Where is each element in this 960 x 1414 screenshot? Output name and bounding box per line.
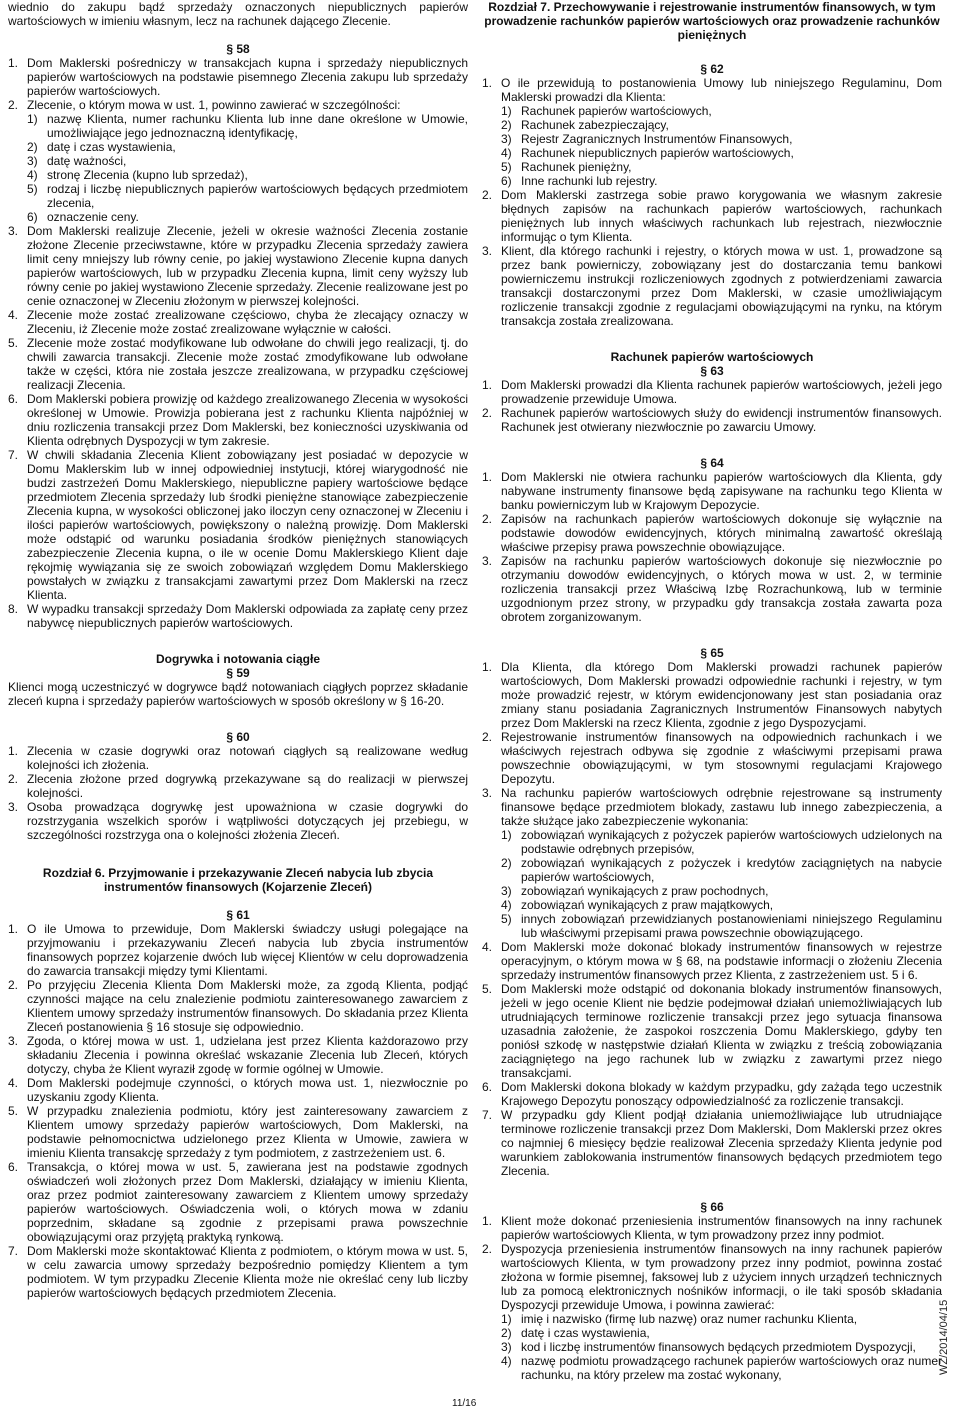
list-item (482, 1242, 942, 1312)
section-65-subitems (482, 828, 942, 940)
item-text: Rachunek zabezpieczający, (521, 118, 669, 132)
item-number: 2) (501, 856, 512, 870)
item-text: Rachunek papierów wartościowych służy do ewidencji instrumentów finansowych. Rachunek jest otwierany niezwłocznie po zawarciu Umowy. (501, 406, 942, 434)
sub-list-item (482, 1312, 942, 1326)
item-text: Dom Maklerski pobiera prowizję od każdego zrealizowanego Zlecenia w wysokości określonej w Umowie. Prowizja pobierana jest z rachunku Klienta najpóźniej w dniu rozliczenia transakcji przez Dom Maklerski, bez konieczności uzyskiwania od Klienta odrębnych Dyspozycji w tym zakresie. (27, 392, 468, 448)
section-64-title: § 64 (700, 456, 724, 470)
sub-list-item (482, 118, 942, 132)
item-number: 7. (8, 448, 19, 462)
section-65-title: § 65 (700, 646, 724, 660)
list-item (482, 512, 942, 554)
sub-list-item (482, 104, 942, 118)
list-item (8, 224, 468, 308)
section-63-title: § 63 (700, 364, 724, 378)
section-62-items-continued (482, 188, 942, 328)
item-text: zobowiązań wynikających z praw majątkowych, (521, 898, 774, 912)
item-number: 5. (8, 336, 19, 350)
item-number: 2. (482, 188, 493, 202)
list-item (8, 392, 468, 448)
item-number: 8. (8, 602, 19, 616)
item-text: Rachunek pieniężny, (521, 160, 632, 174)
list-item (482, 378, 942, 406)
section-61-items (8, 922, 468, 1300)
item-number: 2. (8, 98, 19, 112)
sub-list-item (482, 1340, 942, 1354)
list-item (482, 786, 942, 828)
sub-list-item (482, 1326, 942, 1340)
section-59-text: Klienci mogą uczestniczyć w dogrywce bądź notowaniach ciągłych poprzez składanie zleceń kupna i sprzedaży papierów wartościowych w sposób określony w § 16-20. (8, 680, 468, 708)
item-number: 2) (501, 1326, 512, 1340)
sub-list-item (482, 856, 942, 884)
section-65-items-continued (482, 940, 942, 1178)
item-text: Rachunek papierów wartościowych, (521, 104, 712, 118)
sub-list-item (482, 912, 942, 940)
item-number: 2. (482, 730, 493, 744)
item-text: Inne rachunki lub rejestry. (521, 174, 658, 188)
section-66-items (482, 1214, 942, 1312)
item-number: 1. (8, 56, 19, 70)
item-number: 2. (8, 978, 19, 992)
item-number: 3. (482, 786, 493, 800)
section-66-title: § 66 (700, 1200, 724, 1214)
sub-list-item (482, 898, 942, 912)
item-text: Na rachunku papierów wartościowych odrębnie rejestrowane są instrumenty finansowe będące przedmiotem blokady, zastawu lub innego zabezpieczenia, a także służące jako zabezpieczenie wykonania: (501, 786, 942, 828)
item-number: 3) (501, 884, 512, 898)
list-item (8, 1034, 468, 1076)
item-number: 5. (482, 982, 493, 996)
sub-list-item (8, 210, 468, 224)
list-item (8, 56, 468, 98)
section-65-items (482, 660, 942, 828)
item-text: O ile przewidują to postanowienia Umowy lub niniejszego Regulaminu, Dom Maklerski prowadzi dla Klienta: (501, 76, 942, 104)
section-62-item-1 (482, 76, 942, 104)
item-text: Zlecenie może zostać zrealizowane częściowo, chyba że zlecający oznaczy w Zleceniu, iż Zlecenie może zostać zrealizowane wyłącznie w całości. (27, 308, 468, 336)
item-number: 5) (501, 912, 512, 926)
item-text: datę i czas wystawienia, (521, 1326, 650, 1340)
page-number: 11/16 (452, 1398, 477, 1409)
list-item (482, 1080, 942, 1108)
list-item (8, 98, 468, 112)
list-item (482, 1108, 942, 1178)
item-text: Zapisów na rachunkach papierów wartościowych dokonuje się wyłącznie na podstawie dowodów ewidencyjnych, których minimalną zawartość określają właściwe przepisy prawa powszechnie obowiązujące. (501, 512, 942, 554)
list-item (8, 336, 468, 392)
chapter-6-heading: Rozdział 6. Przyjmowanie i przekazywanie Zleceń nabycia lub zbycia instrumentów finansowych (Kojarzenie Zleceń) (42, 866, 434, 894)
section-62-title: § 62 (700, 62, 724, 76)
item-text: Po przyjęciu Zlecenia Klienta Dom Maklerski może, za zgodą Klienta, podjąć czynności mające na celu znalezienie podmiotu zainteresowanego zawarciem z Klientem umowy sprzedaży instrumentów finansowych. Do składania przez Klienta Zleceń postanowienia § 16 stosuje się odpowiednio. (27, 978, 468, 1034)
item-number: 5) (27, 182, 38, 196)
item-number: 1. (482, 470, 493, 484)
item-text: stronę Zlecenia (kupno lub sprzedaż), (47, 168, 248, 182)
list-item (8, 1076, 468, 1104)
item-text: datę i czas wystawienia, (47, 140, 176, 154)
item-text: Zlecenia w czasie dogrywki oraz notowań ciągłych są realizowane według kolejności ich złożenia. (27, 744, 468, 772)
item-text: Zlecenia złożone przed dogrywką przekazywane są do realizacji w pierwszej kolejności. (27, 772, 468, 800)
item-text: Dom Maklerski dokona blokady w każdym przypadku, gdy zażąda tego uczestnik Krajowego Depozytu ponoszący odpowiedzialność za rozliczenie transakcji. (501, 1080, 942, 1108)
section-62-subitems (482, 104, 942, 188)
item-number: 2) (501, 118, 512, 132)
item-text: nazwę podmiotu prowadzącego rachunek papierów wartościowych oraz numer rachunku, na który przelew ma zostać wykonany, (521, 1354, 942, 1382)
item-text: Dom Maklerski pośredniczy w transakcjach kupna i sprzedaży niepublicznych papierów wartościowych na podstawie pisemnego Zlecenia zakupu lub sprzedaży papierów wartościowych. (27, 56, 468, 98)
list-item (482, 554, 942, 624)
item-number: 1. (8, 744, 19, 758)
item-text: W chwili składania Zlecenia Klient zobowiązany jest posiadać w depozycie w Domu Maklerskim lub w innej odpowiedniej instytucji, której wiarygodność nie budzi zastrzeżeń Domu Maklerskiego, niepubliczne papiery wartościowe będące przedmiotem Zlecenia sprzedaży lub środki pieniężne stanowiące zabezpieczenie Zlecenia kupna, w wysokości obliczonej jako iloczyn ceny oznaczonej w Zleceniu i ilości papierów wartościowych, powiększony o należną prowizję. Dom Maklerski może odstąpić od warunku posiadania środków pieniężnych stanowiących zabezpieczenie Zlecenia kupna, o ile w ocenie Domu Maklerskiego Klient daje rękojmię wywiązania się ze swoich zobowiązań względem Domu Maklerskiego powstałych w związku z transakcjami zawartymi przez Dom Maklerski na rzecz Klienta. (27, 448, 468, 602)
item-number: 3. (8, 224, 19, 238)
list-item (482, 244, 942, 328)
item-text: Dla Klienta, dla którego Dom Maklerski prowadzi rachunek papierów wartościowych, Dom Maklerski prowadzi odpowiednie rachunki i rejestry, w tym może prowadzić rejestr, w którym ewidencjonowany jest stan posiadania oraz zmiany stanu posiadania Zagranicznych Instrumentów Finansowych nabytych przez Dom Maklerski na rzecz Klienta, zgodnie z jego Dyspozycjami. (501, 660, 942, 730)
item-number: 6. (8, 1160, 19, 1174)
item-text: Zlecenie może zostać modyfikowane lub odwołane do chwili jego realizacji, tj. do chwili zawarcia transakcji. Zlecenie może zostać zmodyfikowane lub odwołane także w części, która nie została jeszcze zrealizowana, w przypadku częściowej realizacji Zlecenia. (27, 336, 468, 392)
sub-list-item (8, 154, 468, 168)
item-number: 5) (501, 160, 512, 174)
sub-list-item (482, 146, 942, 160)
item-text: Osoba prowadząca dogrywkę jest upoważniona w czasie dogrywki do rozstrzygania wszelkich sporów i wątpliwości dotyczących jej przebiegu, w szczególności rozstrzyga ona o kolejności złożenia Zleceń. (27, 800, 468, 842)
item-number: 1. (482, 1214, 493, 1228)
list-item (482, 982, 942, 1080)
list-item (482, 1214, 942, 1242)
document-code: WZ/2014/04/15 (938, 1299, 950, 1375)
item-text: Rejestrowanie instrumentów finansowych na odpowiednich rachunkach i we właściwych rejestrach odbywa się zgodnie z właściwymi przepisami prawa powszechnie obowiązującymi, w tym stosownymi regulacjami Krajowego Depozytu. (501, 730, 942, 786)
item-text: Transakcja, o której mowa w ust. 5, zawierana jest na podstawie zgodnych oświadczeń woli złożonych przez Dom Maklerski, działający w imieniu Klienta, oraz przez podmiot zainteresowany zawarciem z Klientem umowy sprzedaży papierów wartościowych. Oświadczenia woli, o których mowa w zdaniu poprzednim, składane są zgodnie z przepisami prawa powszechnie obowiązującymi oraz przyjętą praktyką rynkową. (27, 1160, 468, 1244)
item-number: 3. (8, 1034, 19, 1048)
item-text: Zgoda, o której mowa w ust. 1, udzielana jest przez Klienta każdorazowo przy składaniu Zlecenia i powinna określać wskazanie Zlecenia lub Zleceń, których dotyczy, chyba że Klient wyraził zgodę w formie ogólnej w Umowie. (27, 1034, 468, 1076)
right-column (482, 0, 942, 1382)
section-66-subitems (482, 1312, 942, 1382)
section-58-subitems (8, 112, 468, 224)
item-text: Zapisów na rachunku papierów wartościowych dokonuje się niezwłocznie po otrzymaniu dowodów ewidencyjnych, o których mowa w ust. 2, w terminie rozliczenia transakcji przez Właściwą Izbę Rozrachunkową, lub w terminie uzgodnionym przez strony, w przypadku gdy transakcja została zawarta poza obrotem zorganizowanym. (501, 554, 942, 624)
section-58-items (8, 56, 468, 112)
item-number: 1) (501, 828, 512, 842)
item-number: 7. (8, 1244, 19, 1258)
section-60-items (8, 744, 468, 842)
item-text: Dom Maklerski realizuje Zlecenie, jeżeli w okresie ważności Zlecenia zostanie złożone Zlecenie przeciwstawne, które w przypadku Zlecenia sprzedaży zawiera limit ceny mniejszy lub równy cenie, po jakiej wystawiono Zlecenie kupna danych papierów wartościowych, lub w przypadku Zlecenia kupna, limit ceny wyższy lub równy cenie po jakiej wystawiono Zlecenie sprzedaży. Zlecenie realizowane jest po cenie oznaczonej w Zleceniu złożonym w pierwszej kolejności. (27, 224, 468, 308)
sub-list-item (482, 160, 942, 174)
item-number: 2. (482, 406, 493, 420)
list-item (8, 1244, 468, 1300)
section-60-title: § 60 (226, 730, 250, 744)
sub-list-item (482, 828, 942, 856)
item-text: zobowiązań wynikających z pożyczek papierów wartościowych udzielonych na podstawie odrębnych przepisów, (521, 828, 942, 856)
list-item (482, 188, 942, 244)
item-text: zobowiązań wynikających z pożyczek i kredytów zaciągniętych na nabycie papierów wartościowych, (521, 856, 942, 884)
list-item (8, 772, 468, 800)
item-number: 2. (482, 512, 493, 526)
sub-list-item (482, 1354, 942, 1382)
list-item (8, 602, 468, 630)
item-text: O ile Umowa to przewiduje, Dom Maklerski świadczy usługi polegające na przyjmowaniu i przekazywaniu Zleceń nabycia lub zbycia instrumentów finansowych poprzez kojarzenie dwóch lub więcej Klientów w celu doprowadzenia do zawarcia transakcji między tymi Klientami. (27, 922, 468, 978)
item-text: Dyspozycja przeniesienia instrumentów finansowych na inny rachunek papierów wartościowych Klienta, w tym prowadzony przez inny podmiot, powinna zostać złożona w formie pisemnej, faksowej lub z użyciem innych urządzeń technicznych lub za pomocą elektronicznych nośników informacji, o ile taki sposób składania Dyspozycji przewiduje Umowa, i powinna zawierać: (501, 1242, 942, 1312)
left-column (8, 0, 468, 1300)
item-text: W przypadku gdy Klient podjął działania uniemożliwiające lub utrudniające terminowe rozliczenie transakcji przez Dom Maklerski, Dom Maklerski przez okres co najmniej 6 miesięcy będzie realizował Zlecenia sprzedaży Klienta jedynie pod warunkiem zablokowania instrumentów finansowych będących przedmiotem tego Zlecenia. (501, 1108, 942, 1178)
item-text: zobowiązań wynikających z praw pochodnych, (521, 884, 769, 898)
list-item (8, 744, 468, 772)
sub-list-item (482, 174, 942, 188)
item-text: Klient może dokonać przeniesienia instrumentów finansowych na inny rachunek papierów wartościowych Klienta, w tym prowadzony przez inny podmiot. (501, 1214, 942, 1242)
item-number: 3. (482, 554, 493, 568)
item-number: 1) (27, 112, 38, 126)
section-63-items (482, 378, 942, 434)
item-number: 3) (27, 154, 38, 168)
item-number: 5. (8, 1104, 19, 1118)
item-number: 6. (8, 392, 19, 406)
item-number: 2. (482, 1242, 493, 1256)
chapter-7-heading: Rozdział 7. Przechowywanie i rejestrowanie instrumentów finansowych, w tym prowadzenie rachunków papierów wartościowych oraz prowadzenie rachunków pieniężnych (484, 0, 940, 42)
item-number: 6) (501, 174, 512, 188)
sub-list-item (8, 182, 468, 210)
sub-list-item (8, 112, 468, 140)
item-text: Klient, dla którego rachunki i rejestry, o których mowa w ust. 1, prowadzone są przez bank powierniczy, zobowiązany jest do dostarczania temu bankowi powierniczemu instrukcji rozliczeniowych zgodnych z potwierdzeniami zawarcia transakcji dostarczonymi przez Dom Maklerski, w czasie umożliwiającym rozliczenie transakcji zgodnie z regulacjami obowiązującymi na rynku, na którym transakcja została zrealizowana. (501, 244, 942, 328)
item-text: Dom Maklerski prowadzi dla Klienta rachunek papierów wartościowych, jeżeli jego prowadzenie przewiduje Umowa. (501, 378, 942, 406)
item-text: Dom Maklerski podejmuje czynności, o których mowa ust. 1, niezwłocznie po uzyskaniu zgody Klienta. (27, 1076, 468, 1104)
item-number: 3) (501, 1340, 512, 1354)
section-64-items (482, 470, 942, 624)
sub-list-item (482, 132, 942, 146)
list-item (8, 1104, 468, 1160)
item-number: 4. (8, 308, 19, 322)
item-text: Dom Maklerski może skontaktować Klienta z podmiotem, o którym mowa w ust. 5, w celu zawarcia umowy sprzedaży bezpośrednio pomiędzy Klientem a tym podmiotem. W tym przypadku Zlecenie Klienta może nie określać ceny lub liczby papierów wartościowych będących przedmiotem Zlecenia. (27, 1244, 468, 1300)
item-number: 4) (501, 1354, 512, 1368)
item-text: Rachunek niepublicznych papierów wartościowych, (521, 146, 794, 160)
item-text: W przypadku znalezienia podmiotu, który jest zainteresowany zawarciem z Klientem umowy sprzedaży papierów wartościowych, Dom Maklerski, na podstawie pełnomocnictwa udzielonego przez Klienta w Umowie, zawiera w imieniu Klienta transakcję sprzedaży z tym podmiotem, z zastrzeżeniem ust. 6. (27, 1104, 468, 1160)
item-number: 2) (27, 140, 38, 154)
item-number: 4. (8, 1076, 19, 1090)
list-item (8, 448, 468, 602)
item-number: 2. (8, 772, 19, 786)
item-number: 1) (501, 1312, 512, 1326)
item-number: 7. (482, 1108, 493, 1122)
item-text: oznaczenie ceny. (47, 210, 139, 224)
list-item (8, 978, 468, 1034)
list-item (482, 940, 942, 982)
item-text: Zlecenie, o którym mowa w ust. 1, powinno zawierać w szczególności: (27, 98, 401, 112)
rachunek-heading: Rachunek papierów wartościowych (610, 350, 814, 364)
item-text: innych zobowiązań przewidzianych postanowieniami niniejszego Regulaminu lub właściwymi przepisami prawa powszechnie obowiązującego. (521, 912, 942, 940)
item-number: 4) (501, 146, 512, 160)
section-59-title: § 59 (226, 666, 250, 680)
list-item (8, 1160, 468, 1244)
list-item (8, 308, 468, 336)
item-text: Dom Maklerski zastrzega sobie prawo korygowania we własnym zakresie błędnych zapisów na rachunkach papierów wartościowych, rachunkach pieniężnych lub innych właściwych rachunkach lub rejestrach, niezwłocznie informując o tym Klienta. (501, 188, 942, 244)
item-number: 4) (501, 898, 512, 912)
item-number: 1) (501, 104, 512, 118)
list-item (482, 406, 942, 434)
item-text: kod i liczbę instrumentów finansowych będących przedmiotem Dyspozycji, (521, 1340, 916, 1354)
item-text: Dom Maklerski nie otwiera rachunku papierów wartościowych dla Klienta, gdy nabywane instrumenty finansowe będą zapisywane na rachunku tego Klienta w banku powierniczym lub w Krajowym Depozycie. (501, 470, 942, 512)
item-text: Rejestr Zagranicznych Instrumentów Finansowych, (521, 132, 793, 146)
item-text: datę ważności, (47, 154, 127, 168)
item-text: imię i nazwisko (firmę lub nazwę) oraz numer rachunku Klienta, (521, 1312, 858, 1326)
item-number: 1. (482, 660, 493, 674)
list-item (482, 730, 942, 786)
item-number: 4) (27, 168, 38, 182)
item-number: 1. (8, 922, 19, 936)
section-58-items-continued (8, 224, 468, 630)
sub-list-item (482, 884, 942, 898)
item-text: W wypadku transakcji sprzedaży Dom Maklerski odpowiada za zapłatę ceny przez nabywcę niepublicznych papierów wartościowych. (27, 602, 468, 630)
list-item (482, 660, 942, 730)
sub-list-item (8, 140, 468, 154)
item-number: 3. (8, 800, 19, 814)
sub-list-item (8, 168, 468, 182)
section-61-title: § 61 (226, 908, 250, 922)
list-item (8, 922, 468, 978)
item-text: Dom Maklerski może dokonać blokady instrumentów finansowych w rejestrze operacyjnym, o którym mowa w § 68, na podstawie informacji o złożeniu Zlecenia sprzedaży instrumentów finansowych przez Klienta, z zastrzeżeniem ust. 5 i 6. (501, 940, 942, 982)
item-number: 3) (501, 132, 512, 146)
item-number: 3. (482, 244, 493, 258)
item-number: 1. (482, 378, 493, 392)
item-number: 4. (482, 940, 493, 954)
list-item (482, 470, 942, 512)
item-number: 1. (482, 76, 493, 90)
item-text: Dom Maklerski może odstąpić od dokonania blokady instrumentów finansowych, jeżeli w jego ocenie Klient nie będzie podejmował działań uniemożliwiających lub utrudniających terminowe rozliczenie transakcji przez jego sytuacja finansowa uzasadnia założenie, że zaspokoi roszczenia Domu Maklerskiego, gdyby ten poniósł szkodę w następstwie działań Klienta w związku z treścią zobowiązania zaciągniętego na jego rachunek lub w związku z zawartymi przez niego transakcjami. (501, 982, 942, 1080)
intro-text: wiednio do zakupu bądź sprzedaży oznaczonych niepublicznych papierów wartościowych w imieniu własnym, lecz na rachunek dającego Zlecenie. (8, 0, 468, 28)
item-number: 6) (27, 210, 38, 224)
list-item (8, 800, 468, 842)
item-text: rodzaj i liczbę niepublicznych papierów wartościowych będących przedmiotem zlecenia, (47, 182, 468, 210)
item-number: 6. (482, 1080, 493, 1094)
section-58-title: § 58 (226, 42, 250, 56)
item-text: nazwę Klienta, numer rachunku Klienta lub inne dane określone w Umowie, umożliwiające jego jednoznaczną identyfikację, (47, 112, 468, 140)
dogrywka-heading: Dogrywka i notowania ciągłe (155, 652, 321, 666)
